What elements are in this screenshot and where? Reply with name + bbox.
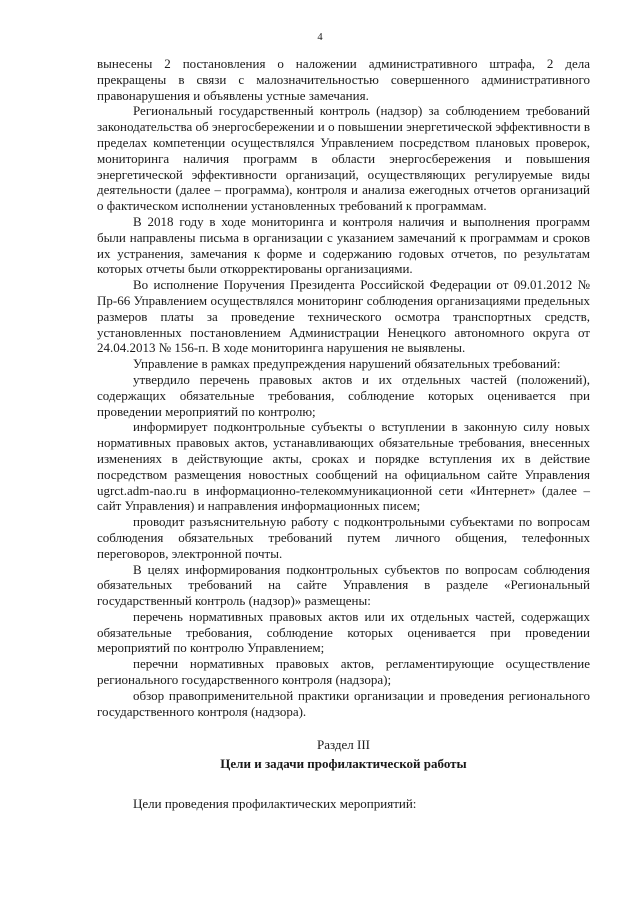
- paragraph-4: Во исполнение Поручения Президента Российской Федерации от 09.01.2012 № Пр-66 Управлением осуществлялся мониторинг соблюдения организациями предельных размеров платы за проведение технического осмотра транспортных средств, установленных постановлением Администрации Ненецкого автономного округа от 24.04.2013 № 156-п. В ходе мониторинга нарушения не выявлены.: [97, 277, 590, 356]
- goals-intro: Цели проведения профилактических мероприятий:: [133, 796, 417, 812]
- paragraph-2: Региональный государственный контроль (надзор) за соблюдением требований законодательства об энергосбережении и о повышении энергетической эффективности в пределах компетенции осуществлялся Управлением посредством плановых проверок, мониторинга наличия программ в области энергосбережения и повышения энергетической эффективности организаций, осуществляющих регулируемые виды деятельности (далее – программа), контроля и анализа ежегодных отчетов организаций о фактическом исполнении установленных требований к программам.: [97, 103, 590, 214]
- paragraph-7: информирует подконтрольные субъекты о вступлении в законную силу новых нормативных правовых актов, устанавливающих обязательные требования, внесенных изменениях в действующие акты, сроках и порядке вступления их в действие посредством размещения новостных сообщений на официальном сайте Управления ugrct.adm-nao.ru в информационно-телекоммуникационной сети «Интернет» (далее – сайт Управления) и направления информационных писем;: [97, 419, 590, 514]
- document-body: [97, 56, 590, 812]
- paragraph-5: Управление в рамках предупреждения нарушений обязательных требований:: [133, 356, 561, 372]
- page-number: 4: [317, 32, 323, 43]
- paragraph-11: перечни нормативных правовых актов, регламентирующие осуществление регионального государственного контроля (надзора);: [97, 656, 590, 688]
- section-title: Цели и задачи профилактической работы: [220, 756, 467, 772]
- paragraph-10: перечень нормативных правовых актов или их отдельных частей, содержащих обязательные требования, соблюдение которых оценивается при проведении мероприятий по контролю Управлением;: [97, 608, 590, 656]
- paragraph-12: обзор правоприменительной практики организации и проведения регионального государственного контроля (надзора).: [97, 687, 590, 719]
- paragraph-8: проводит разъяснительную работу с подконтрольными субъектами по вопросам соблюдения обязательных требований путем личного общения, телефонных переговоров, электронной почты.: [97, 514, 590, 561]
- paragraph-6: утвердило перечень правовых актов и их отдельных частей (положений), содержащих обязательные требования, соблюдение которых оценивается при проведении мероприятий по контролю;: [97, 371, 590, 419]
- paragraph-9: В целях информирования подконтрольных субъектов по вопросам соблюдения обязательных требований на сайте Управления в разделе «Региональный государственный контроль (надзор)» размещены:: [97, 561, 590, 609]
- paragraph-1: вынесены 2 постановления о наложении административного штрафа, 2 дела прекращены в связи с малозначительностью совершенного административного правонарушения и объявлены устные замечания.: [97, 56, 590, 103]
- paragraph-3: В 2018 году в ходе мониторинга и контроля наличия и выполнения программ были направлены письма в организации с указанием замечаний к программам и сроков их устранения, замечания к форме и содержанию годовых отчетов, по результатам которых отчеты были откорректированы организациями.: [97, 213, 590, 277]
- section-label: Раздел III: [316, 737, 370, 753]
